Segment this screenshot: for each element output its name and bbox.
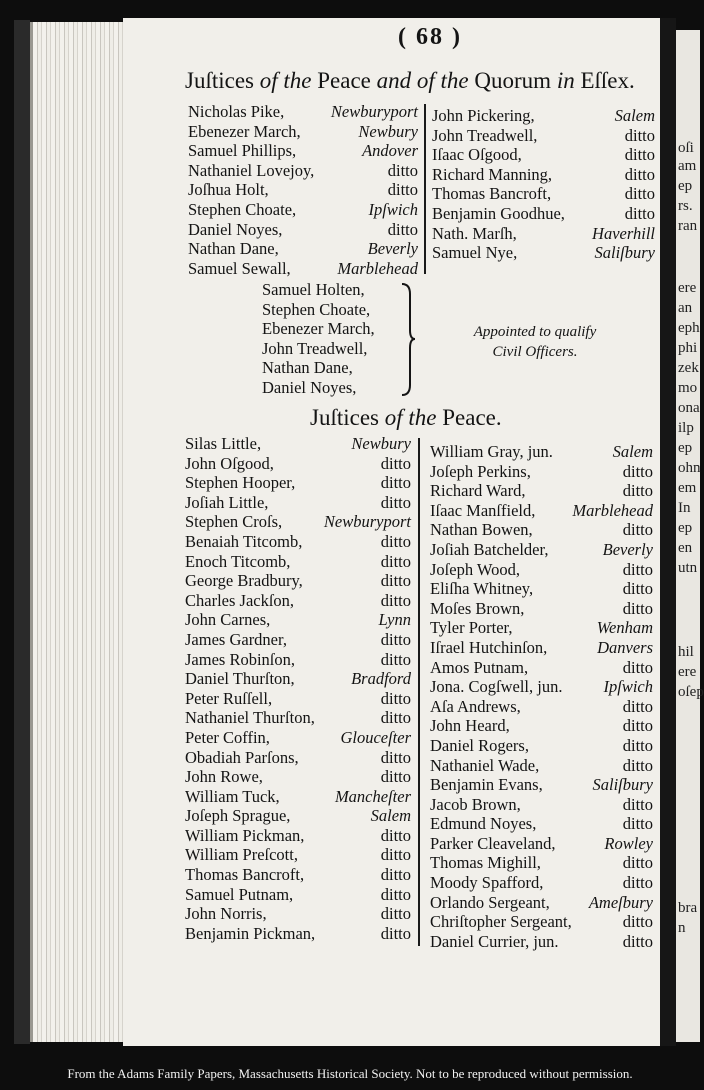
town-name: Glouceſter [340,727,411,747]
entry-row [185,826,411,846]
town-name: ditto [380,904,411,924]
town-name: ditto [622,598,653,618]
entry-row [430,579,653,599]
entry-row [430,560,653,580]
facing-page-fragment: mo [678,380,698,396]
entry-row [430,853,653,873]
entry-row [188,220,418,240]
justice-name: John Carnes, [185,610,271,630]
town-name: ditto [622,579,653,599]
justice-name: William Tuck, [185,786,280,806]
town-name: ditto [622,755,653,775]
justice-name: John Norris, [185,904,267,924]
town-name: Bradford [351,669,411,689]
justice-name: Nicholas Pike, [188,102,285,121]
justice-name: Joſeph Sprague, [185,806,291,826]
entry-row [188,239,418,259]
town-name: ditto [380,629,411,649]
justice-name: Stephen Choate, [188,199,297,219]
justice-name: Thomas Mighill, [430,853,541,873]
entry-row [430,618,653,638]
town-name: Danvers [597,637,653,657]
entry-row [430,756,653,776]
quorum-right-column [432,106,655,263]
justice-name: Moody Spafford, [430,873,544,893]
justice-name: Parker Cleaveland, [430,833,556,853]
justice-name: Richard Ward, [430,481,526,501]
town-name: Haverhill [592,223,655,243]
justice-name: Thomas Bancroft, [185,865,305,885]
entry-row [185,473,411,493]
justice-name: Silas Little, [185,434,262,453]
facing-page-fragment: oſi [678,140,694,156]
justice-name: Samuel Sewall, [188,258,291,278]
entry-row [430,834,653,854]
justice-name: John Heard, [430,716,510,736]
town-name: Saliſbury [592,775,653,795]
town-name: ditto [622,853,653,873]
town-name: ditto [380,845,411,865]
justice-name: Nathaniel Thurſton, [185,708,315,728]
town-name: ditto [622,716,653,736]
entry-row [185,748,411,768]
town-name: Mancheſter [334,786,411,806]
entry-row [432,106,655,126]
justice-name: Stephen Hooper, [185,473,296,493]
town-name: Marblehead [572,500,653,520]
town-name: ditto [380,865,411,885]
facing-page-fragment: hil [678,644,694,660]
entry-row [185,434,411,454]
entry-row [430,716,653,736]
entry-row [432,243,655,263]
entry-row [185,591,411,611]
appointed-name: Samuel Holten, [262,280,365,299]
justice-name: Joſhua Holt, [188,180,269,200]
peace-heading: Juſtices of the Peace. [310,405,502,430]
entry-row [430,599,653,619]
entry-row [430,932,653,952]
quorum-heading: Juſtices of the Peace and of the Quorum in Eſſex. [185,68,635,93]
entry-row [185,845,411,865]
entry-row [185,650,411,670]
justice-name: Daniel Noyes, [188,219,283,239]
town-name: Newburyport [323,512,411,532]
entry-row [185,787,411,807]
entry-row [430,697,653,717]
town-name: ditto [622,814,653,834]
entry-row [185,610,411,630]
town-name: Ipſwich [368,199,418,219]
justice-name: Benjamin Pickman, [185,923,316,943]
justice-name: Richard Manning, [432,164,553,184]
town-name: ditto [380,571,411,591]
town-name: ditto [624,203,655,223]
justice-name: Joſiah Batchelder, [430,539,549,559]
appointed-note: Appointed to qualify Civil Officers. [473,324,597,360]
facing-page-fragment: ep [678,520,693,536]
town-name: ditto [380,708,411,728]
justice-name: James Gardner, [185,629,287,649]
entry-row [430,893,653,913]
facing-page-fragment: em [678,480,697,496]
justice-name: Jacob Brown, [430,794,521,814]
justice-name: Chriſtopher Sergeant, [430,912,572,932]
justice-name: Joſeph Perkins, [430,461,531,481]
appointed-name: John Treadwell, [262,338,368,358]
justice-name: George Bradbury, [185,571,303,591]
page-number: ( 68 ) [398,24,462,50]
entry-row [432,204,655,224]
town-name: ditto [380,825,411,845]
facing-page-fragment: ep [678,440,693,456]
justice-name: Peter Coffin, [185,727,270,747]
entry-row [185,924,411,944]
entry-row [185,728,411,748]
entry-row [432,184,655,204]
town-name: ditto [387,219,418,239]
town-name: ditto [622,873,653,893]
justice-name: Stephen Croſs, [185,512,283,532]
justice-name: Benjamin Goodhue, [432,203,565,223]
justice-name: Obadiah Parſons, [185,747,299,767]
justice-name: Nathan Dane, [188,239,279,259]
justice-name: John Pickering, [432,106,535,125]
justice-name: Ebenezer March, [188,121,301,141]
town-name: ditto [624,184,655,204]
entry-row [430,540,653,560]
facing-page-fragment: an [678,300,693,316]
entry-row [185,689,411,709]
justice-name: Eliſha Whitney, [430,579,534,599]
quorum-column-divider [424,104,426,274]
justice-name: Enoch Titcomb, [185,551,291,571]
entry-row [185,552,411,572]
town-name: Salem [370,806,411,826]
justice-name: Joſiah Little, [185,492,269,512]
facing-page [676,30,704,1042]
town-name: ditto [380,453,411,473]
facing-page-fragment: oſep [678,684,704,700]
entry-row [185,532,411,552]
appointed-name: Nathan Dane, [262,358,353,378]
entry-row [432,126,655,146]
justice-name: John Rowe, [185,767,263,787]
justice-name: Jona. Cogſwell, jun. [430,677,563,697]
town-name: ditto [380,492,411,512]
entry-row [430,520,653,540]
justice-name: Aſa Andrews, [430,696,521,716]
town-name: ditto [622,912,653,932]
appointed-name: Daniel Noyes, [262,377,357,397]
entry-row [430,736,653,756]
entry-row [188,141,418,161]
entry-row [432,224,655,244]
book-page-stack [30,22,127,1042]
town-name: ditto [380,531,411,551]
town-name: Ipſwich [603,677,653,697]
entry-row [185,669,411,689]
town-name: ditto [622,657,653,677]
justice-name: Iſrael Hutchinſon, [430,637,548,657]
entry-row [430,462,653,482]
town-name: ditto [622,735,653,755]
town-name: ditto [380,649,411,669]
facing-page-fragment: en [678,540,693,556]
town-name: Lynn [378,610,411,630]
entry-row [430,912,653,932]
entry-row [185,512,411,532]
justice-name: Nath. Marſh, [432,223,517,243]
facing-page-fragment: phi [678,340,698,356]
facing-page-fragment: utn [678,560,698,576]
justice-name: Tyler Porter, [430,618,513,638]
entry-row [430,481,653,501]
town-name: Saliſbury [594,243,655,263]
town-name: ditto [622,520,653,540]
facing-page-fragment: ere [678,280,697,296]
justice-name: Peter Ruſſell, [185,688,273,708]
town-name: ditto [380,747,411,767]
town-name: Newburyport [330,102,418,121]
justice-name: John Oſgood, [185,453,274,473]
appointed-name: Ebenezer March, [262,319,375,339]
entry-row [430,501,653,521]
facing-page-fragment: n [678,920,686,936]
town-name: ditto [380,688,411,708]
town-name: Beverly [602,539,653,559]
justice-name: Samuel Nye, [432,243,518,263]
entry-row [185,767,411,787]
justice-name: Benjamin Evans, [430,775,543,795]
justice-name: Nathaniel Lovejoy, [188,160,315,180]
book-gutter [660,18,676,1046]
town-name: ditto [380,473,411,493]
justice-name: Daniel Thurſton, [185,669,295,689]
town-name: ditto [624,145,655,165]
entry-row [185,630,411,650]
justice-name: Daniel Currier, jun. [430,931,559,951]
facing-page-fragment: eph [678,320,700,336]
entry-row [188,161,418,181]
entry-row [185,571,411,591]
peace-right-column [430,442,653,951]
entry-row [185,904,411,924]
entry-row [430,638,653,658]
entry-row [430,814,653,834]
justice-name: William Pickman, [185,825,305,845]
town-name: ditto [387,180,418,200]
facing-page-fragment: rs. [678,198,693,214]
town-name: ditto [622,696,653,716]
quorum-left-column [188,102,418,278]
entry-row [188,180,418,200]
entry-row [430,795,653,815]
justice-name: Samuel Phillips, [188,141,297,161]
facing-page-fragment: ere [678,664,697,680]
justice-name: Benaiah Titcomb, [185,531,303,551]
town-name: ditto [624,164,655,184]
justice-name: Thomas Bancroft, [432,184,552,204]
appointed-names [262,280,375,398]
justice-name: Orlando Sergeant, [430,892,550,912]
justice-name: Amos Putnam, [430,657,529,677]
entry-row [432,165,655,185]
justice-name: William Gray, jun. [430,442,553,461]
justice-name: John Treadwell, [432,125,538,145]
entry-row [188,200,418,220]
justice-name: Edmund Noyes, [430,814,537,834]
facing-page-fragment: ilp [678,420,694,436]
justice-name: Samuel Putnam, [185,884,294,904]
facing-page-fragment: zek [678,360,699,376]
town-name: Beverly [367,239,418,259]
entry-row [185,708,411,728]
town-name: ditto [380,767,411,787]
justice-name: James Robinſon, [185,649,295,669]
town-name: ditto [380,923,411,943]
peace-column-divider [418,438,420,946]
town-name: Andover [362,141,418,161]
town-name: Ameſbury [588,892,653,912]
facing-page-fragment: ohn [678,460,701,476]
entry-row [185,454,411,474]
entry-row [188,259,418,279]
entry-row [185,865,411,885]
justice-name: Moſes Brown, [430,598,525,618]
entry-row [185,493,411,513]
justice-name: Joſeph Wood, [430,559,521,579]
entry-row [432,145,655,165]
entry-row [430,677,653,697]
entry-row [430,442,653,462]
town-name: Salem [612,442,653,461]
facing-page-fragment: bra [678,900,698,916]
entry-row [430,873,653,893]
brace-symbol [400,282,416,397]
town-name: ditto [387,160,418,180]
justice-name: Charles Jackſon, [185,590,295,610]
facing-page-fragment: ep [678,178,693,194]
town-name: ditto [622,461,653,481]
justice-name: Daniel Rogers, [430,735,529,755]
town-name: Wenham [596,618,653,638]
town-name: ditto [380,884,411,904]
town-name: ditto [380,590,411,610]
justice-name: Iſaac Manſfield, [430,500,536,520]
town-name: Marblehead [337,258,418,278]
town-name: ditto [622,481,653,501]
entry-row [188,102,418,122]
town-name: ditto [624,125,655,145]
facing-page-fragment: In [678,500,691,516]
entry-row [430,658,653,678]
town-name: ditto [380,551,411,571]
justice-name: Nathan Bowen, [430,520,533,540]
entry-row [430,775,653,795]
entry-row [185,885,411,905]
peace-left-column [185,434,411,943]
justice-name: Nathaniel Wade, [430,755,540,775]
facing-page-fragment: ona [678,400,700,416]
town-name: Rowley [604,833,653,853]
town-name: Newbury [358,121,418,141]
town-name: ditto [622,794,653,814]
town-name: Newbury [351,434,411,453]
facing-page-fragment: ran [678,218,698,234]
town-name: ditto [622,931,653,951]
town-name: Salem [614,106,655,125]
appointed-name: Stephen Choate, [262,299,371,319]
town-name: ditto [622,559,653,579]
footer-notice: From the Adams Family Papers, Massachusetts Historical Society. Not to be reproduced without permission. [67,1066,633,1081]
entry-row [188,122,418,142]
entry-row [185,806,411,826]
book-edge-shadow [14,20,30,1044]
facing-page-fragment: am [678,158,697,174]
justice-name: Iſaac Oſgood, [432,145,522,165]
justice-name: William Preſcott, [185,845,298,865]
